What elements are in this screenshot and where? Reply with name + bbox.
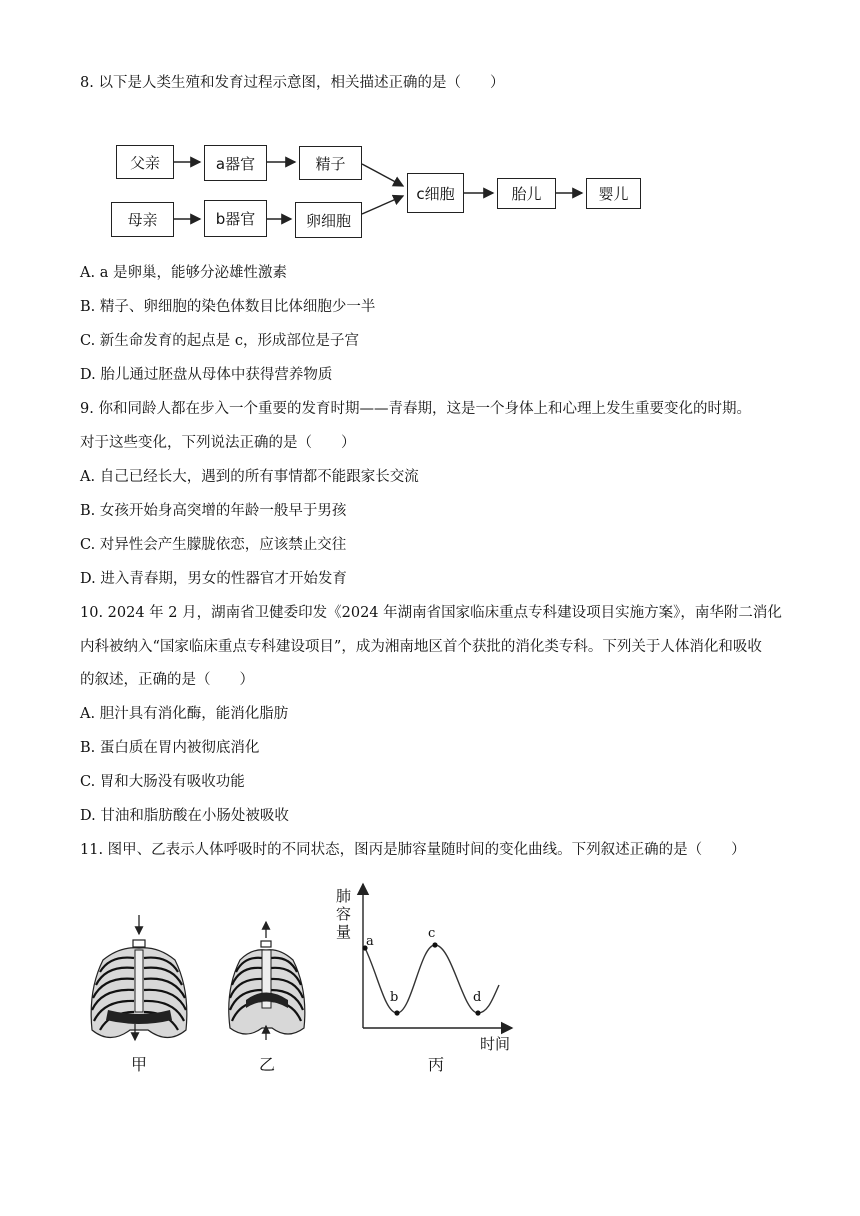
q10-option-d: D. 甘油和脂肪酸在小肠处被吸收 [80, 808, 289, 824]
label-jia: 甲 [131, 1055, 148, 1074]
q9-option-a: A. 自己已经长大，遇到的所有事情都不能跟家长交流 [80, 469, 419, 485]
point-d [475, 1010, 480, 1015]
box-father: 父亲 [116, 145, 174, 179]
box-egg: 卵细胞 [295, 202, 362, 238]
point-b [394, 1010, 399, 1015]
label-bing: 丙 [428, 1055, 445, 1074]
ribcage-yi-icon [229, 922, 305, 1040]
q10-stem-line3: 的叙述，正确的是（ ） [80, 672, 254, 688]
q8-option-c: C. 新生命发育的起点是 c，形成部位是子宫 [80, 333, 360, 349]
point-b-label: b [390, 990, 399, 1005]
box-organ-a: a器官 [204, 145, 267, 181]
q10-option-c: C. 胃和大肠没有吸收功能 [80, 774, 245, 790]
q10-option-a: A. 胆汁具有消化酶，能消化脂肪 [80, 706, 289, 722]
point-c-label: c [428, 926, 436, 941]
ribcage-jia-icon [91, 915, 187, 1040]
q10-option-b: B. 蛋白质在胃内被彻底消化 [80, 740, 260, 756]
q8-stem: 8. 以下是人类生殖和发育过程示意图，相关描述正确的是（ ） [80, 75, 505, 91]
q8-option-d: D. 胎儿通过胚盘从母体中获得营养物质 [80, 367, 333, 383]
q8-option-b: B. 精子、卵细胞的染色体数目比体细胞少一半 [80, 299, 376, 315]
x-axis-label: 时间 [480, 1035, 511, 1053]
q9-option-d: D. 进入青春期，男女的性器官才开始发育 [80, 571, 347, 587]
q10-stem-line2: 内科被纳入“国家临床重点专科建设项目”，成为湘南地区首个获批的消化类专科。下列关于人体消化和吸收 [80, 639, 762, 655]
y-axis-label: 肺 容 量 [336, 887, 352, 941]
q11-stem: 11. 图甲、乙表示人体呼吸时的不同状态，图丙是肺容量随时间的变化曲线。下列叙述正确的是（ ） [80, 842, 746, 858]
box-mother: 母亲 [111, 202, 174, 237]
point-c [432, 942, 437, 947]
box-cell-c: c细胞 [407, 173, 464, 213]
q9-stem-line1: 9. 你和同龄人都在步入一个重要的发育时期——青春期，这是一个身体上和心理上发生重要变化的时期。 [80, 401, 751, 417]
label-yi: 乙 [259, 1055, 276, 1074]
q9-option-b: B. 女孩开始身高突增的年龄一般早于男孩 [80, 503, 347, 519]
q8-option-a: A. a 是卵巢，能够分泌雄性激素 [80, 265, 287, 281]
box-fetus: 胎儿 [497, 178, 556, 209]
q9-option-c: C. 对异性会产生朦胧依恋，应该禁止交往 [80, 537, 347, 553]
point-d-label: d [473, 990, 482, 1005]
lung-volume-graph [362, 884, 512, 1028]
box-sperm: 精子 [299, 146, 362, 180]
box-organ-b: b器官 [204, 200, 267, 237]
q9-stem-line2: 对于这些变化，下列说法正确的是（ ） [80, 435, 356, 451]
box-infant: 婴儿 [586, 178, 641, 209]
point-a-label: a [366, 934, 374, 949]
q10-stem-line1: 10. 2024 年 2 月，湖南省卫健委印发《2024 年湖南省国家临床重点专科建设项目实施方案》，南华附二消化 [80, 605, 782, 621]
